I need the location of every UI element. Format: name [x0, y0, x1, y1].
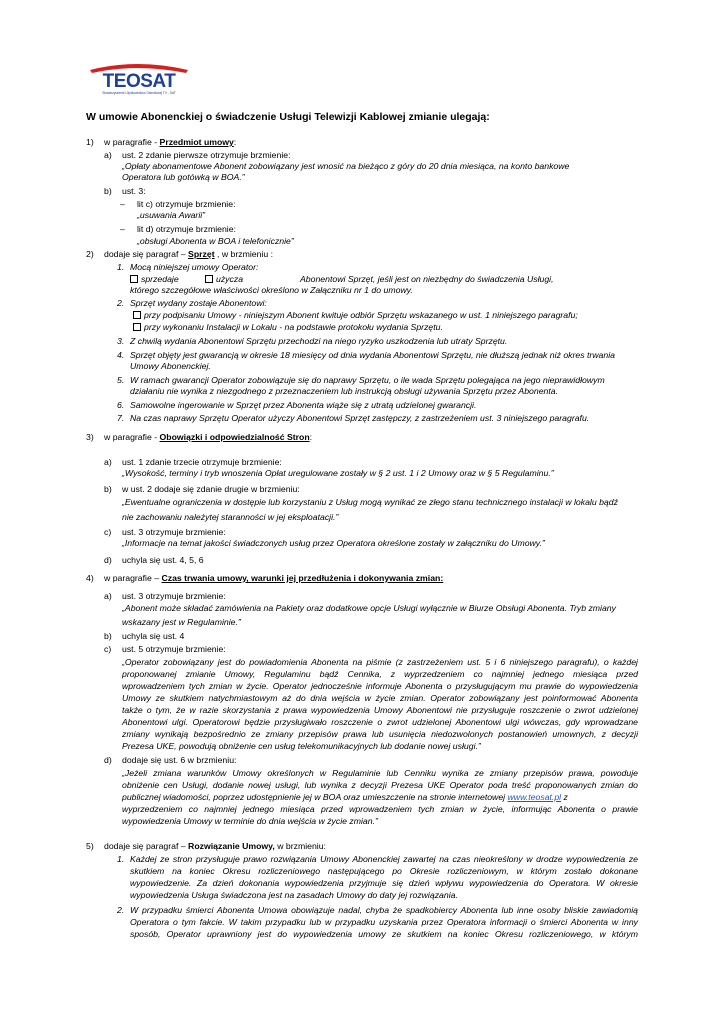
- s3-b-text: w ust. 2 dodaje się zdanie drugie w brzmieniu:: [122, 484, 300, 494]
- s3-d-marker: d): [104, 555, 112, 565]
- s4-c-quote-line: proponowanej zmianie Umowy, Regulaminu bądź Cennika, z wyprzedzeniem co najmniej jednego miesiąca przed: [122, 669, 638, 679]
- s4-c-marker: c): [104, 644, 112, 654]
- teosat-logo: [86, 60, 192, 96]
- s5-item-2-line: W przypadku śmierci Abonenta Umowa obowiązuje nadal, chyba że spadkobiercy Abonenta lub inne osoby bliskie zawiadomią: [130, 905, 638, 915]
- s4-c-quote-line: Prezesa UKE, powodują obniżenie cen usług telekomunikacyjnych lub dodanie nowej usługi.”: [122, 741, 481, 751]
- s1-b-text: ust. 3:: [122, 186, 146, 196]
- s5-item-1-line: Każdej ze stron przysługuje prawo rozwiązania Umowy Abonenckiej zawartej na czas nieokreślony w drodze wypowiedzenia ze: [130, 854, 638, 864]
- s2-item-1-text: Mocą niniejszej umowy Operator:: [130, 262, 259, 272]
- s5-item-2-number: 2.: [117, 905, 125, 915]
- s2-item-1-option-2: użycza: [205, 274, 243, 285]
- s4-d-quote-3: publicznej wiadomości, poprzez udostępnienie jej w BOA oraz umieszczenie na stronie internetowej www.teosat.pl z: [122, 792, 568, 802]
- s2-item-5-number: 5.: [117, 375, 125, 385]
- logo-wordmark: TEOSAT: [102, 71, 176, 92]
- s2-item-5-line-2: działaniu nie wynika z niezgodnego z przeznaczeniem lub instrukcją obsługi używania Sprzętu przez Abonenta.: [130, 386, 559, 396]
- s4-b-marker: b): [104, 631, 112, 641]
- checkbox-icon: [133, 311, 141, 319]
- s4-a-quote-2: wskazany jest w Regulaminie.”: [122, 617, 241, 627]
- checkbox-icon: [133, 323, 141, 331]
- s2-item-1-number: 1.: [117, 262, 125, 272]
- s5-item-2-line: sposób, Operator uprawniony jest do wypowiedzenia umowy ze skutkiem na koniec Okresu rozliczeniowego, w którym: [130, 929, 638, 939]
- s1-d-text: lit d) otrzymuje brzmienie:: [137, 224, 236, 234]
- s4-d-quote-2: obniżenie cen Usługi, dodanie nowej usługi, lub wynika z decyzji Prezesa UKE Operator poda treść proponowanych zmian do: [122, 780, 638, 790]
- s2-item-5-line-1: W ramach gwarancji Operator zobowiązuje się do naprawy Sprzętu, o ile wada Sprzętu polegająca na jego nieprawidłowym: [130, 375, 605, 385]
- s4-d-text: dodaje się ust. 6 w brzmieniu:: [122, 755, 237, 765]
- s1-c-text: lit c) otrzymuje brzmienie:: [137, 199, 236, 209]
- s4-a-marker: a): [104, 591, 112, 601]
- s3-a-marker: a): [104, 457, 112, 467]
- s5-number: 5): [86, 841, 94, 851]
- s3-number: 3): [86, 432, 94, 442]
- s1-c-quote: „usuwania Awarii”: [137, 210, 206, 220]
- s5-item-1-line: wypowiedzenia Usługa świadczona jest na zasadach Umowy do daty jej rozwiązania.: [130, 890, 458, 900]
- s3-c-text: ust. 3 otrzymuje brzmienie:: [122, 527, 226, 537]
- s2-item-2-option-1: przy podpisaniu Umowy - niniejszym Abonent kwituje odbiór Sprzętu wskazanego w ust. 1 niniejszego paragrafu;: [133, 310, 578, 321]
- s4-c-quote-line: wprowadzeniem tych zmian w życie. Operator jednocześnie informuje Abonenta o przysługującym mu prawie do wypowiedzenia: [122, 681, 638, 691]
- s2-item-1-rest: Abonentowi Sprzęt, jeśli jest on niezbędny do świadczenia Usługi,: [300, 274, 554, 284]
- s4-b-text: uchyla się ust. 4: [122, 631, 185, 641]
- s1-b-marker: b): [104, 186, 112, 196]
- s4-c-quote-line: „Operator zobowiązany jest do powiadomienia Abonenta na piśmie (z zastrzeżeniem ust. 5 i 6 niniejszego paragrafu), o każdej: [122, 657, 638, 667]
- s2-item-3-number: 3.: [117, 336, 125, 346]
- s5-heading: dodaje się paragraf – Rozwiązanie Umowy, w brzmieniu:: [104, 841, 326, 851]
- s4-c-quote-line: Abonentowi ulgi. Operatorowi będzie przysługiwało roszczenie o zwrot udzielonej Abonentowi ulgi wówczas, gdy wprowadzane: [122, 717, 638, 727]
- s2-item-1-line-2: którego szczegółowe właściwości określono w Załączniku nr 1 do umowy.: [130, 285, 413, 295]
- s3-b-marker: b): [104, 484, 112, 494]
- s2-item-4-number: 4.: [117, 350, 125, 360]
- s2-item-6-number: 6.: [117, 400, 125, 410]
- s1-dash-d: –: [120, 224, 125, 234]
- s3-c-marker: c): [104, 527, 112, 537]
- teosat-link[interactable]: www.teosat.pl: [507, 792, 562, 802]
- s2-item-6-text: Samowolne ingerowanie w Sprzęt przez Abonenta wiąże się z utratą udzielonej gwarancji.: [130, 400, 477, 410]
- s4-d-quote-1: „Jeżeli zmiana warunków Umowy określonych w Regulaminie lub Cenniku wynika ze zmiany przepisów prawa, powoduje: [122, 768, 638, 778]
- s2-item-3-text: Z chwilą wydania Abonentowi Sprzętu przechodzi na niego ryzyko uszkodzenia lub utraty Sprzętu.: [130, 336, 508, 346]
- s5-item-1-number: 1.: [117, 854, 125, 864]
- s3-d-text: uchyla się ust. 4, 5, 6: [122, 555, 204, 565]
- s2-item-2-option-2: przy wykonaniu Instalacji w Lokalu - na podstawie protokołu wydania Sprzętu.: [133, 322, 443, 333]
- s2-number: 2): [86, 249, 94, 259]
- s1-number: 1): [86, 137, 94, 147]
- s2-item-2-text: Sprzęt wydany zostaje Abonentowi:: [130, 298, 267, 308]
- s4-c-quote-line: także o tym, że w razie skorzystania z prawa wypowiedzenia Umowy Abonentowi nie przysługuje roszczenie o zwrot udzielonej: [122, 705, 638, 715]
- logo-tagline: Stowarzyszenie Użytkowników Osiedlowej TV - SAT: [102, 91, 176, 95]
- s2-item-1-options: sprzedaje: [130, 274, 179, 285]
- s5-item-2-line: Operatora o tym fakcie. W takim przypadku lub w przypadku uzyskania przez Operatora informacji o śmierci Abonenta w inny: [130, 917, 638, 927]
- s1-dash-c: –: [120, 199, 125, 209]
- s2-heading: dodaje się paragraf – Sprzęt , w brzmieniu :: [104, 249, 274, 259]
- s2-item-7-number: 7.: [117, 413, 125, 423]
- s5-item-1-line: skutkiem na koniec Okresu rozliczeniowego następującego po Okresie rozliczeniowym, w którym zostało dokonane: [130, 866, 638, 876]
- s2-item-2-number: 2.: [117, 298, 125, 308]
- s4-c-text: ust. 5 otrzymuje brzmienie:: [122, 644, 226, 654]
- s4-d-marker: d): [104, 755, 112, 765]
- s3-c-quote: „Informacje na temat jakości świadczonych usług przez Operatora określone zostały w załączniku do Umowy.”: [122, 538, 545, 548]
- s4-c-quote-line: Umowy ze skutkiem natychmiastowym aż do dnia wejścia w życie zmian. Operator zobowiązany jest poinformować Abonenta: [122, 693, 638, 703]
- s5-item-1-line: wypowiedzenie. Za dzień dokonania wypowiedzenia przyjmuje się dzień wpływu wypowiedzenia do Operatora. W okresie: [130, 878, 638, 888]
- s3-b-quote-1: „Ewentualne ograniczenia w dostępie lub korzystaniu z Usług mogą wynikać ze złego stanu technicznego instalacji w lokalu bądź: [122, 497, 618, 507]
- s3-a-quote: „Wysokość, terminy i tryb wnoszenia Opłat uregulowane zostały w § 2 ust. 1 i 2 Umowy oraz w § 5 Regulaminu.”: [122, 468, 554, 478]
- s1-d-quote: „obsługi Abonenta w BOA i telefonicznie”: [137, 236, 294, 246]
- logo-graphic: [86, 60, 192, 96]
- s1-a-quote-1: „Opłaty abonamentowe Abonent zobowiązany jest wnosić na bieżąco z góry do 20 dnia miesiąca, na konto bankowe: [122, 161, 570, 171]
- s4-c-quote-line: zmiany wynikają bezpośrednio ze zmiany przepisów prawa lub usunięcia niedozwolonych postanowień umownych, z decyzji: [122, 729, 638, 739]
- s3-b-quote-2: nie zachowaniu należytej staranności w jej eksploatacji.”: [122, 512, 339, 522]
- s2-item-4-line-2: Umowy Abonenckiej.: [130, 361, 211, 371]
- checkbox-icon: [130, 275, 138, 283]
- checkbox-icon: [205, 275, 213, 283]
- s1-heading: w paragrafie - Przedmiot umowy:: [104, 137, 237, 147]
- s4-a-quote-1: „Abonent może składać zamówienia na Pakiety oraz dodatkowe opcje Usługi wyłącznie w Biurze Obsługi Abonenta. Tryb zmiany: [122, 603, 616, 613]
- s2-item-7-text: Na czas naprawy Sprzętu Operator użyczy Abonentowi Sprzęt zastępczy, z zastrzeżeniem ust. 3 niniejszego paragrafu.: [130, 413, 590, 423]
- s1-a-text: ust. 2 zdanie pierwsze otrzymuje brzmienie:: [122, 150, 291, 160]
- s2-item-4-line-1: Sprzęt objęty jest gwarancją w okresie 18 miesięcy od dnia wydania Abonentowi Sprzętu, nie dłuższą jednak niż okres trwania: [130, 350, 615, 360]
- s4-d-quote-4: wyprzedzeniem co najmniej jednego miesiąca przed wprowadzeniem tych zmian w życie, informując Abonenta o prawie: [122, 804, 638, 814]
- s4-heading: w paragrafie – Czas trwania umowy, warunki jej przedłużenia i dokonywania zmian:: [104, 573, 444, 583]
- s3-a-text: ust. 1 zdanie trzecie otrzymuje brzmienie:: [122, 457, 282, 467]
- s4-d-quote-5: wypowiedzenia Umowy w terminie do dnia wejścia w życie zmian.”: [122, 816, 378, 826]
- s1-a-quote-2: Operatora lub gotówką w BOA.”: [122, 172, 245, 182]
- s3-heading: w paragrafie - Obowiązki i odpowiedzialność Stron:: [104, 432, 313, 442]
- page-title: W umowie Abonenckiej o świadczenie Usługi Telewizji Kablowej zmianie ulegają:: [86, 111, 490, 123]
- s4-number: 4): [86, 573, 94, 583]
- s1-a-marker: a): [104, 150, 112, 160]
- s4-a-text: ust. 3 otrzymuje brzmienie:: [122, 591, 226, 601]
